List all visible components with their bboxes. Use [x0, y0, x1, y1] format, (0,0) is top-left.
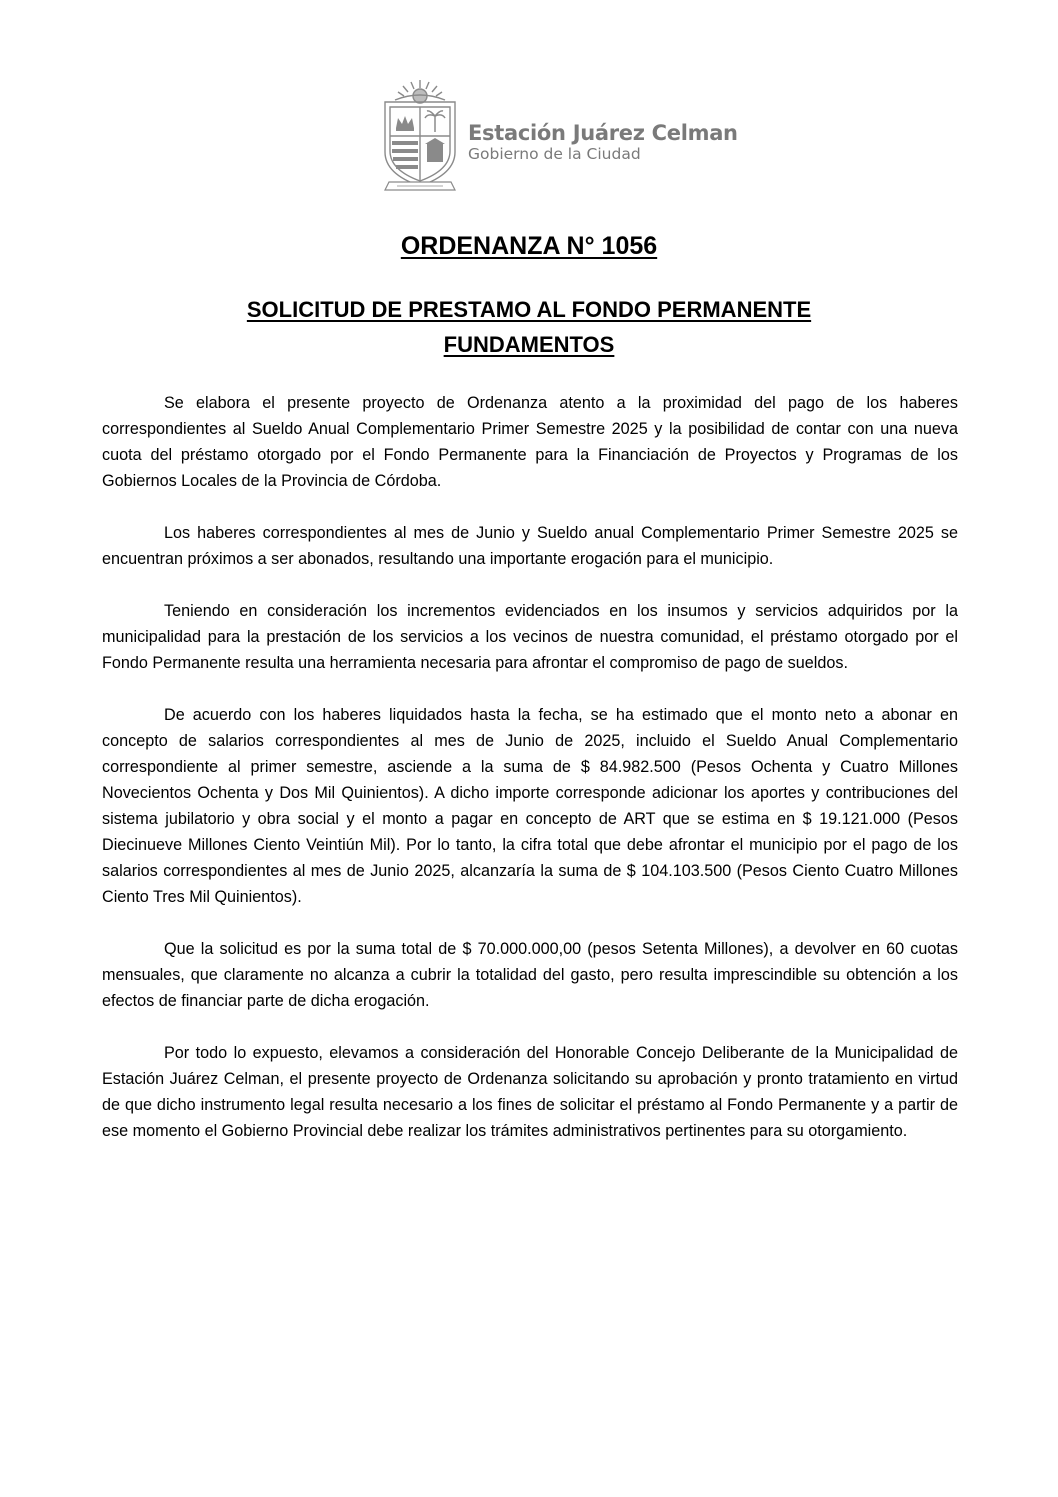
paragraph: De acuerdo con los haberes liquidados hasta la fecha, se ha estimado que el monto neto a abonar en concepto de salarios correspondientes al mes de Junio de 2025, incluido el Sueldo Anual Complementario correspondiente al primer semestre, asciende a la suma de $ 84.982.500 (Pesos Ochenta y Cuatro Millones Novecientos Ochenta y Dos Mil Quinientos). A dicho importe corresponde adicionar los aportes y contribuciones del sistema jubilatorio y obra social y el monto a pagar en concepto de ART que se estima en $ 19.121.000 (Pesos Diecinueve Millones Ciento Veintiún Mil). Por lo tanto, la cifra total que debe afrontar el municipio por el pago de los salarios correspondientes al mes de Junio 2025, alcanzaría la suma de $ 104.103.500 (Pesos Ciento Cuatro Millones Ciento Tres Mil Quinientos).	[102, 706, 958, 906]
letterhead	[375, 78, 755, 198]
paragraph: Los haberes correspondientes al mes de Junio y Sueldo anual Complementario Primer Semestre 2025 se encuentran próximos a ser abonados, resultando una importante erogación para el municipio.	[102, 524, 958, 568]
section-heading-fundamentos: FUNDAMENTOS	[443, 332, 615, 357]
paragraph: Se elabora el presente proyecto de Ordenanza atento a la proximidad del pago de los haberes correspondientes al Sueldo Anual Complementario Primer Semestre 2025 y la posibilidad de contar con una nueva cuota del préstamo otorgado por el Fondo Permanente para la Financiación de Proyectos y Programas de los Gobiernos Locales de la Provincia de Córdoba.	[102, 394, 958, 490]
municipal-coat-of-arms-icon	[375, 78, 465, 194]
paragraph: Teniendo en consideración los incrementos evidenciados en los insumos y servicios adquiridos por la municipalidad para la prestación de los servicios a los vecinos de nuestra comunidad, el préstamo otorgado por el Fondo Permanente resulta una herramienta necesaria para afrontar el compromiso de pago de sueldos.	[102, 602, 958, 672]
document-body	[102, 390, 958, 1170]
organization-subtitle: Gobierno de la Ciudad	[468, 145, 641, 163]
document-subtitle: SOLICITUD DE PRESTAMO AL FONDO PERMANENTE	[246, 297, 812, 322]
organization-block	[468, 120, 758, 164]
organization-name: Estación Juárez Celman	[468, 121, 738, 145]
paragraph: Por todo lo expuesto, elevamos a consideración del Honorable Concejo Deliberante de la Municipalidad de Estación Juárez Celman, el presente proyecto de Ordenanza solicitando su aprobación y pronto tratamiento en virtud de que dicho instrumento legal resulta necesario a los fines de solicitar el préstamo al Fondo Permanente y a partir de ese momento el Gobierno Provincial debe realizar los trámites administrativos pertinentes para su otorgamiento.	[102, 1044, 958, 1140]
document-title: ORDENANZA N° 1056	[400, 232, 658, 260]
paragraph: Que la solicitud es por la suma total de $ 70.000.000,00 (pesos Setenta Millones), a devolver en 60 cuotas mensuales, que claramente no alcanza a cubrir la totalidad del gasto, pero resulta imprescindible su obtención a los efectos de financiar parte de dicha erogación.	[102, 940, 958, 1010]
